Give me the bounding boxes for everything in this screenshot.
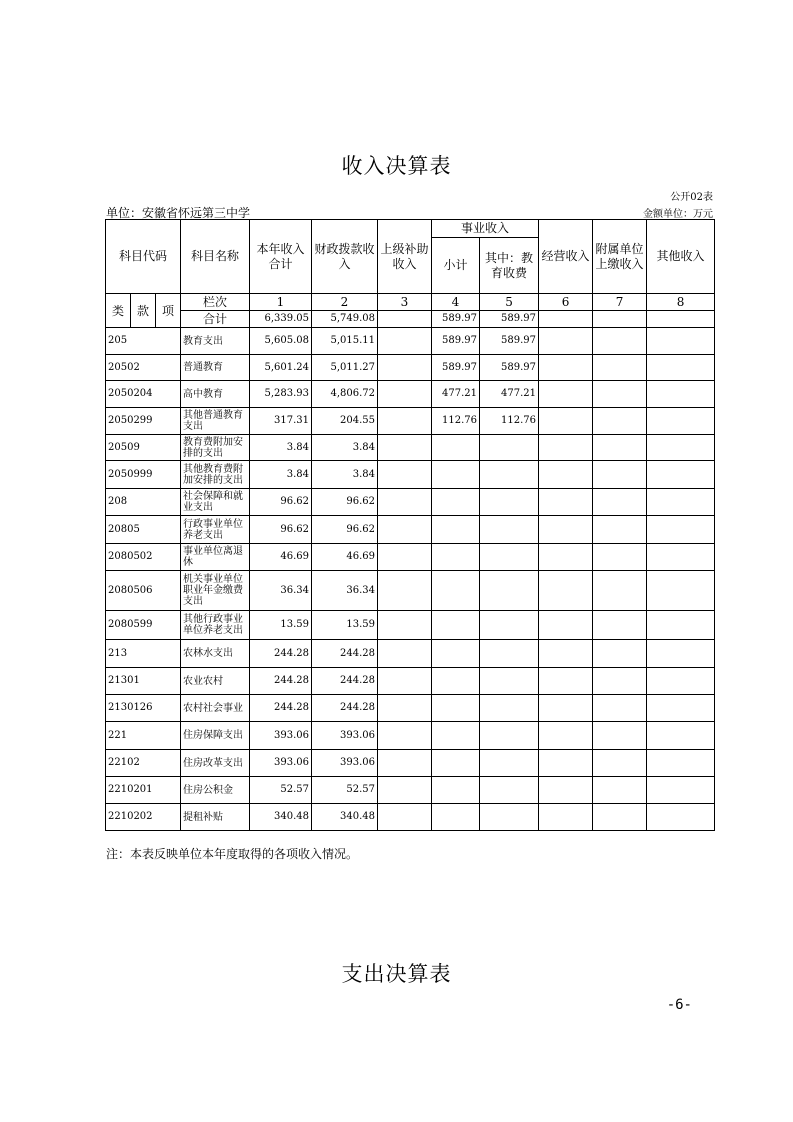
header-fiscal: 财政拨款收入 xyxy=(312,220,378,294)
header-edu-fee: 其中：教育收费 xyxy=(480,238,539,294)
table-row xyxy=(106,408,715,435)
value-cell: 244.28 xyxy=(250,668,312,695)
col-number: 6 xyxy=(539,294,593,311)
value-cell xyxy=(480,461,539,489)
value-cell xyxy=(432,804,480,831)
code-cell: 213 xyxy=(106,640,181,668)
value-cell xyxy=(647,544,715,571)
page-number: -6- xyxy=(666,997,692,1013)
value-cell: 589.97 xyxy=(480,355,539,381)
table-code: 公开02表 xyxy=(670,192,713,203)
value-cell: 393.06 xyxy=(312,750,378,777)
value-cell xyxy=(593,640,647,668)
value-cell: 5,015.11 xyxy=(312,328,378,355)
table-row xyxy=(106,516,715,544)
value-cell xyxy=(539,777,593,804)
value-cell: 13.59 xyxy=(250,611,312,640)
value-cell xyxy=(539,695,593,722)
header-kuan: 款 xyxy=(131,294,156,328)
value-cell: 96.62 xyxy=(250,516,312,544)
value-cell xyxy=(378,544,432,571)
value-cell xyxy=(647,489,715,516)
value-cell xyxy=(480,695,539,722)
value-cell xyxy=(378,777,432,804)
table-row xyxy=(106,544,715,571)
value-cell xyxy=(378,722,432,750)
header-other: 其他收入 xyxy=(647,220,715,294)
value-cell: 112.76 xyxy=(432,408,480,435)
table-row xyxy=(106,435,715,461)
col-number: 1 xyxy=(250,294,312,311)
value-cell xyxy=(378,668,432,695)
value-cell: 52.57 xyxy=(312,777,378,804)
value-cell xyxy=(480,544,539,571)
table-row xyxy=(106,640,715,668)
table-row xyxy=(106,571,715,611)
value-cell xyxy=(593,611,647,640)
value-cell: 477.21 xyxy=(432,381,480,408)
value-cell: 244.28 xyxy=(250,695,312,722)
value-cell xyxy=(378,640,432,668)
value-cell xyxy=(432,516,480,544)
value-cell xyxy=(432,461,480,489)
value-cell: 477.21 xyxy=(480,381,539,408)
value-cell: 393.06 xyxy=(250,722,312,750)
value-cell xyxy=(378,408,432,435)
value-cell xyxy=(432,571,480,611)
value-cell: 3.84 xyxy=(250,461,312,489)
page-title: 收入决算表 xyxy=(341,154,452,178)
value-cell xyxy=(593,435,647,461)
value-cell xyxy=(593,777,647,804)
value-cell xyxy=(647,804,715,831)
value-cell xyxy=(539,328,593,355)
value-cell: 3.84 xyxy=(312,435,378,461)
header-xiang: 项 xyxy=(156,294,181,328)
value-cell xyxy=(539,489,593,516)
next-table-title: 支出决算表 xyxy=(341,962,452,986)
total-cell xyxy=(539,311,593,328)
value-cell: 244.28 xyxy=(312,640,378,668)
value-cell xyxy=(480,722,539,750)
value-cell xyxy=(480,777,539,804)
value-cell xyxy=(539,611,593,640)
name-cell: 农业农村 xyxy=(181,668,250,695)
value-cell: 5,011.27 xyxy=(312,355,378,381)
code-cell: 208 xyxy=(106,489,181,516)
value-cell xyxy=(432,722,480,750)
name-cell: 其他行政事业单位养老支出 xyxy=(181,611,250,640)
name-cell: 提租补贴 xyxy=(181,804,250,831)
value-cell xyxy=(647,461,715,489)
table-row xyxy=(106,611,715,640)
code-cell: 20502 xyxy=(106,355,181,381)
value-cell xyxy=(378,381,432,408)
value-cell: 317.31 xyxy=(250,408,312,435)
value-cell: 5,601.24 xyxy=(250,355,312,381)
value-cell: 3.84 xyxy=(312,461,378,489)
value-cell xyxy=(378,695,432,722)
header-lei: 类 xyxy=(106,294,131,328)
code-cell: 2080506 xyxy=(106,571,181,611)
table-row xyxy=(106,750,715,777)
total-cell: 589.97 xyxy=(432,311,480,328)
value-cell xyxy=(378,435,432,461)
value-cell xyxy=(480,611,539,640)
code-cell: 2210202 xyxy=(106,804,181,831)
header-lanci: 栏次 xyxy=(181,294,250,311)
code-cell: 22102 xyxy=(106,750,181,777)
code-cell: 20805 xyxy=(106,516,181,544)
name-cell: 教育费附加安排的支出 xyxy=(181,435,250,461)
value-cell xyxy=(539,804,593,831)
col-number: 4 xyxy=(432,294,480,311)
value-cell xyxy=(480,668,539,695)
col-number: 8 xyxy=(647,294,715,311)
value-cell xyxy=(480,489,539,516)
value-cell: 589.97 xyxy=(432,355,480,381)
name-cell: 住房保障支出 xyxy=(181,722,250,750)
value-cell xyxy=(593,489,647,516)
value-cell xyxy=(593,408,647,435)
value-cell: 96.62 xyxy=(312,516,378,544)
value-cell xyxy=(378,516,432,544)
name-cell: 农村社会事业 xyxy=(181,695,250,722)
header-operating: 经营收入 xyxy=(539,220,593,294)
total-cell: 589.97 xyxy=(480,311,539,328)
code-cell: 205 xyxy=(106,328,181,355)
value-cell xyxy=(647,516,715,544)
code-cell: 221 xyxy=(106,722,181,750)
value-cell xyxy=(539,355,593,381)
value-cell xyxy=(647,408,715,435)
value-cell xyxy=(378,461,432,489)
name-cell: 机关事业单位职业年金缴费支出 xyxy=(181,571,250,611)
table-row xyxy=(106,328,715,355)
value-cell: 13.59 xyxy=(312,611,378,640)
value-cell xyxy=(647,435,715,461)
col-number: 3 xyxy=(378,294,432,311)
table-row xyxy=(106,668,715,695)
value-cell xyxy=(480,804,539,831)
code-cell: 2210201 xyxy=(106,777,181,804)
value-cell: 112.76 xyxy=(480,408,539,435)
value-cell: 36.34 xyxy=(312,571,378,611)
name-cell: 教育支出 xyxy=(181,328,250,355)
value-cell xyxy=(593,571,647,611)
value-cell: 3.84 xyxy=(250,435,312,461)
value-cell xyxy=(647,750,715,777)
value-cell xyxy=(432,640,480,668)
value-cell xyxy=(432,777,480,804)
value-cell: 244.28 xyxy=(312,695,378,722)
value-cell xyxy=(378,355,432,381)
value-cell xyxy=(480,640,539,668)
value-cell: 52.57 xyxy=(250,777,312,804)
code-cell: 20509 xyxy=(106,435,181,461)
name-cell: 住房公积金 xyxy=(181,777,250,804)
value-cell xyxy=(480,571,539,611)
value-cell: 5,283.93 xyxy=(250,381,312,408)
unit-label: 单位：安徽省怀远第三中学 xyxy=(106,206,251,220)
value-cell xyxy=(593,804,647,831)
value-cell xyxy=(539,668,593,695)
name-cell: 住房改革支出 xyxy=(181,750,250,777)
value-cell: 204.55 xyxy=(312,408,378,435)
value-cell xyxy=(432,611,480,640)
value-cell xyxy=(647,328,715,355)
name-cell: 其他教育费附加安排的支出 xyxy=(181,461,250,489)
value-cell xyxy=(647,695,715,722)
value-cell xyxy=(539,408,593,435)
header-heji: 合计 xyxy=(181,311,250,328)
name-cell: 社会保障和就业支出 xyxy=(181,489,250,516)
value-cell: 340.48 xyxy=(312,804,378,831)
value-cell xyxy=(539,640,593,668)
table-note: 注：本表反映单位本年度取得的各项收入情况。 xyxy=(106,847,359,861)
col-number: 5 xyxy=(480,294,539,311)
value-cell xyxy=(539,722,593,750)
header-code: 科目代码 xyxy=(106,220,181,294)
value-cell xyxy=(480,516,539,544)
name-cell: 其他普通教育支出 xyxy=(181,408,250,435)
value-cell xyxy=(378,571,432,611)
value-cell: 4,806.72 xyxy=(312,381,378,408)
table-row xyxy=(106,722,715,750)
table-row xyxy=(106,695,715,722)
value-cell xyxy=(432,750,480,777)
value-cell xyxy=(480,435,539,461)
value-cell xyxy=(593,516,647,544)
value-cell xyxy=(480,750,539,777)
value-cell xyxy=(647,640,715,668)
header-business: 事业收入 xyxy=(432,220,539,238)
total-cell xyxy=(593,311,647,328)
value-cell: 46.69 xyxy=(250,544,312,571)
value-cell xyxy=(647,355,715,381)
value-cell xyxy=(647,571,715,611)
value-cell xyxy=(593,544,647,571)
value-cell: 46.69 xyxy=(312,544,378,571)
value-cell: 244.28 xyxy=(250,640,312,668)
value-cell xyxy=(432,668,480,695)
name-cell: 普通教育 xyxy=(181,355,250,381)
value-cell xyxy=(378,804,432,831)
header-affiliated: 附属单位上缴收入 xyxy=(593,220,647,294)
header-subtotal: 小计 xyxy=(432,238,480,294)
value-cell xyxy=(539,461,593,489)
value-cell xyxy=(539,381,593,408)
value-cell xyxy=(647,722,715,750)
value-cell xyxy=(539,544,593,571)
value-cell xyxy=(539,435,593,461)
value-cell xyxy=(593,381,647,408)
code-cell: 2050299 xyxy=(106,408,181,435)
total-cell: 6,339.05 xyxy=(250,311,312,328)
value-cell: 340.48 xyxy=(250,804,312,831)
value-cell xyxy=(378,489,432,516)
value-cell xyxy=(647,381,715,408)
table-row xyxy=(106,489,715,516)
code-cell: 2050999 xyxy=(106,461,181,489)
table-row xyxy=(106,777,715,804)
code-cell: 2080502 xyxy=(106,544,181,571)
header-total: 本年收入合计 xyxy=(250,220,312,294)
code-cell: 21301 xyxy=(106,668,181,695)
value-cell xyxy=(593,461,647,489)
value-cell xyxy=(539,750,593,777)
value-cell xyxy=(539,571,593,611)
value-cell xyxy=(432,489,480,516)
value-cell xyxy=(432,695,480,722)
value-cell xyxy=(593,328,647,355)
value-cell: 5,605.08 xyxy=(250,328,312,355)
value-cell xyxy=(593,668,647,695)
value-cell xyxy=(378,750,432,777)
code-cell: 2130126 xyxy=(106,695,181,722)
value-cell: 393.06 xyxy=(250,750,312,777)
income-table xyxy=(105,219,715,831)
table-row xyxy=(106,461,715,489)
value-cell: 96.62 xyxy=(250,489,312,516)
value-cell: 589.97 xyxy=(432,328,480,355)
value-cell xyxy=(378,328,432,355)
col-number: 7 xyxy=(593,294,647,311)
table-row xyxy=(106,355,715,381)
total-cell xyxy=(647,311,715,328)
value-cell xyxy=(539,516,593,544)
col-number: 2 xyxy=(312,294,378,311)
header-subsidy: 上级补助收入 xyxy=(378,220,432,294)
value-cell xyxy=(647,668,715,695)
value-cell xyxy=(647,777,715,804)
name-cell: 事业单位离退休 xyxy=(181,544,250,571)
value-cell xyxy=(593,695,647,722)
value-cell xyxy=(378,611,432,640)
value-cell: 393.06 xyxy=(312,722,378,750)
table-body xyxy=(106,328,715,831)
table-row xyxy=(106,381,715,408)
code-cell: 2050204 xyxy=(106,381,181,408)
code-cell: 2080599 xyxy=(106,611,181,640)
value-cell xyxy=(593,722,647,750)
value-cell: 96.62 xyxy=(312,489,378,516)
header-name: 科目名称 xyxy=(181,220,250,294)
name-cell: 高中教育 xyxy=(181,381,250,408)
value-cell: 244.28 xyxy=(312,668,378,695)
value-cell xyxy=(647,611,715,640)
table-row xyxy=(106,804,715,831)
value-cell xyxy=(593,355,647,381)
name-cell: 农林水支出 xyxy=(181,640,250,668)
value-cell xyxy=(432,544,480,571)
amount-unit-label: 金额单位：万元 xyxy=(643,209,713,220)
value-cell: 36.34 xyxy=(250,571,312,611)
value-cell: 589.97 xyxy=(480,328,539,355)
value-cell xyxy=(593,750,647,777)
value-cell xyxy=(432,435,480,461)
total-cell: 5,749.08 xyxy=(312,311,378,328)
name-cell: 行政事业单位养老支出 xyxy=(181,516,250,544)
total-cell xyxy=(378,311,432,328)
